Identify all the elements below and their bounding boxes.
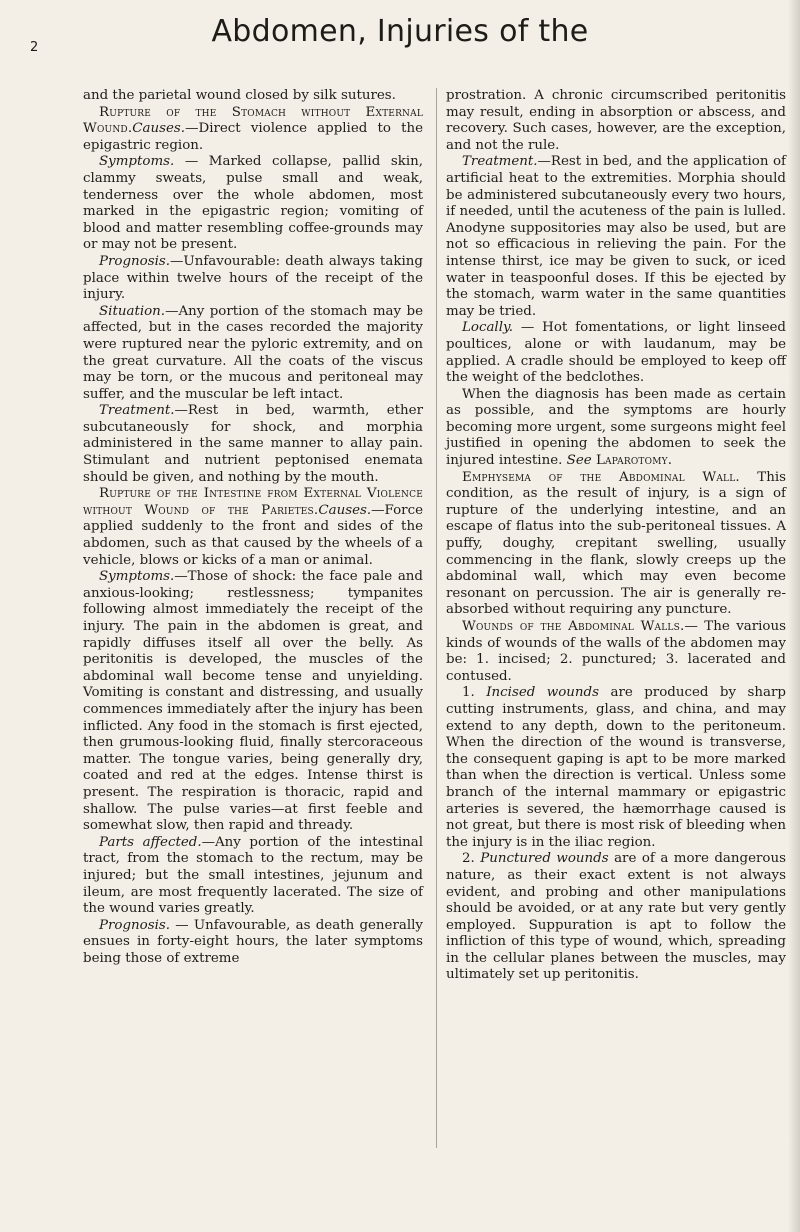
section-heading: Rupture of the Intestine from External Violence without Wound of the Parietes. bbox=[83, 486, 423, 518]
paragraph: When the diagnosis has been made as certain as possible, and the symptoms are hourly becoming more urgent, some surgeons might feel justified in opening the abdomen to seek the injured intestine. See Laparotomy. bbox=[446, 386, 786, 469]
column-divider bbox=[436, 88, 437, 1148]
paragraph: Rupture of the Intestine from External Violence without Wound of the Parietes.Causes.—Force applied suddenly to the front and sides of the abdomen, such as that caused by the wheels of a vehicle, blows or kicks of a man or animal. bbox=[83, 486, 423, 568]
subheading: Parts affected. bbox=[99, 834, 202, 850]
subheading: Treatment. bbox=[462, 154, 538, 170]
paragraph: Rupture of the Stomach without External Wound.Causes.—Direct violence applied to the epigastric region. bbox=[83, 104, 423, 153]
paragraph: Symptoms. — Marked collapse, pallid skin, clammy sweats, pulse small and weak, tenderness over the whole abdomen, most marked in the epigastric region; vomiting of blood and matter resembling coffee-grounds may or may not be present. bbox=[83, 154, 423, 253]
subheading: Causes. bbox=[132, 121, 186, 137]
page-header bbox=[0, 10, 800, 70]
subheading: Treatment. bbox=[99, 403, 175, 419]
paragraph: Situation.—Any portion of the stomach may be affected, but in the cases recorded the majority were ruptured near the pyloric extremity, and on the great curvature. All the coats of the viscus may be torn, or the mucous and peritoneal may suffer, and the muscular be left intact. bbox=[83, 303, 423, 402]
left-column bbox=[83, 88, 423, 967]
paragraph: and the parietal wound closed by silk sutures. bbox=[83, 88, 396, 103]
see-label: See bbox=[566, 453, 592, 469]
paragraph: Parts affected.—Any portion of the intestinal tract, from the stomach to the rectum, may be injured; but the small intestines, jejunum and ileum, are most frequently lacerated. The size of the wound varies greatly. bbox=[83, 834, 423, 917]
section-heading: Rupture of the Stomach without External Wound. bbox=[83, 104, 423, 137]
paragraph: Emphysema of the Abdominal Wall. This condition, as the result of injury, is a sign of rupture of the underlying intestine, and an escape of flatus into the sub-peritoneal tissues. A puffy, doughy, crepitant swelling, usually commencing in the flank, slowly creeps up the abdominal wall, which may even become resonant on percussion. The air is generally re-absorbed without requiring any puncture. bbox=[446, 469, 786, 618]
paragraph: Locally. — Hot fomentations, or light linseed poultices, alone or with laudanum, may be applied. A cradle should be employed to keep off the weight of the bedclothes. bbox=[446, 320, 786, 386]
cross-reference: Laparotomy. bbox=[595, 453, 673, 469]
paragraph: prostration. A chronic circumscribed peritonitis may result, ending in absorption or abscess, and recovery. Such cases, however, are the exception, and not the rule. bbox=[446, 88, 786, 153]
right-column bbox=[446, 88, 786, 984]
subheading: Locally. bbox=[462, 320, 514, 336]
page-edge-shadow bbox=[788, 0, 800, 1232]
paragraph: Treatment.—Rest in bed, and the application of artificial heat to the extremities. Morphia should be administered subcutaneously every two hours, if needed, until the acuteness of the pain is lulled. Anodyne suppositories may also be used, but are not so efficacious in relieving the pain. For the intense thirst, ice may be given to suck, or iced water in teaspoonful doses. If this be ejected by the stomach, warm water in the same quantities may be tried. bbox=[446, 154, 786, 319]
subheading: Symptoms. bbox=[99, 569, 175, 585]
subheading: Situation. bbox=[99, 303, 166, 319]
subheading: Punctured wounds bbox=[480, 851, 609, 867]
subheading: Causes. bbox=[318, 502, 372, 518]
subheading: Prognosis. bbox=[99, 253, 171, 269]
running-head: Abdomen, Injuries of the bbox=[211, 14, 589, 49]
subheading: Symptoms. bbox=[99, 154, 175, 170]
paragraph: 2. Punctured wounds are of a more dangerous nature, as their exact extent is not always evident, and probing and other manipulations should be avoided, or at any rate but very gently employed. Suppuration is apt to follow the infliction of this type of wound, which, spreading in the cellular planes between the muscles, may ultimately set up peritonitis. bbox=[446, 851, 786, 983]
paragraph: Symptoms.—Those of shock: the face pale and anxious-looking; restlessness; tympanites following almost immediately the receipt of the injury. The pain in the abdomen is great, and rapidly diffuses itself all over the belly. As peritonitis is developed, the muscles of the abdominal wall become tense and unyielding. Vomiting is constant and distressing, and usually commences immediately after the injury has been inflicted. Any food in the stomach is first ejected, then grumous-looking fluid, finally stercoraceous matter. The tongue varies, being generally dry, coated and red at the edges. Intense thirst is present. The respiration is thoracic, rapid and shallow. The pulse varies—at first feeble and somewhat slow, then rapid and thready. bbox=[83, 569, 423, 834]
paragraph: Wounds of the Abdominal Walls.— The various kinds of wounds of the walls of the abdomen may be: 1. incised; 2. punctured; 3. lacerated and contused. bbox=[446, 619, 786, 684]
paragraph: Treatment.—Rest in bed, warmth, ether subcutaneously for shock, and morphia administered in the same manner to allay pain. Stimulant and nutrient peptonised enemata should be given, and nothing by the mouth. bbox=[83, 403, 423, 485]
section-heading: Emphysema of the Abdominal Wall. bbox=[462, 469, 740, 485]
subheading: Incised wounds bbox=[486, 685, 599, 701]
section-heading: Wounds of the Abdominal Walls. bbox=[462, 619, 685, 634]
paragraph: 1. Incised wounds are produced by sharp cutting instruments, glass, and china, and may extend to any depth, down to the peritoneum. When the direction of the wound is transverse, the consequent gaping is apt to be more marked than when the direction is vertical. Unless some branch of the internal mammary or epigastric arteries is severed, the hæmorrhage caused is not great, but there is most risk of bleeding when the injury is in the iliac region. bbox=[446, 685, 786, 850]
paragraph: Prognosis. — Unfavourable, as death generally ensues in forty-eight hours, the later symptoms being those of extreme bbox=[83, 917, 423, 966]
subheading: Prognosis. bbox=[99, 917, 171, 933]
page-number: 2 bbox=[30, 40, 39, 55]
paragraph: Prognosis.—Unfavourable: death always taking place within twelve hours of the receipt of the injury. bbox=[83, 253, 423, 303]
